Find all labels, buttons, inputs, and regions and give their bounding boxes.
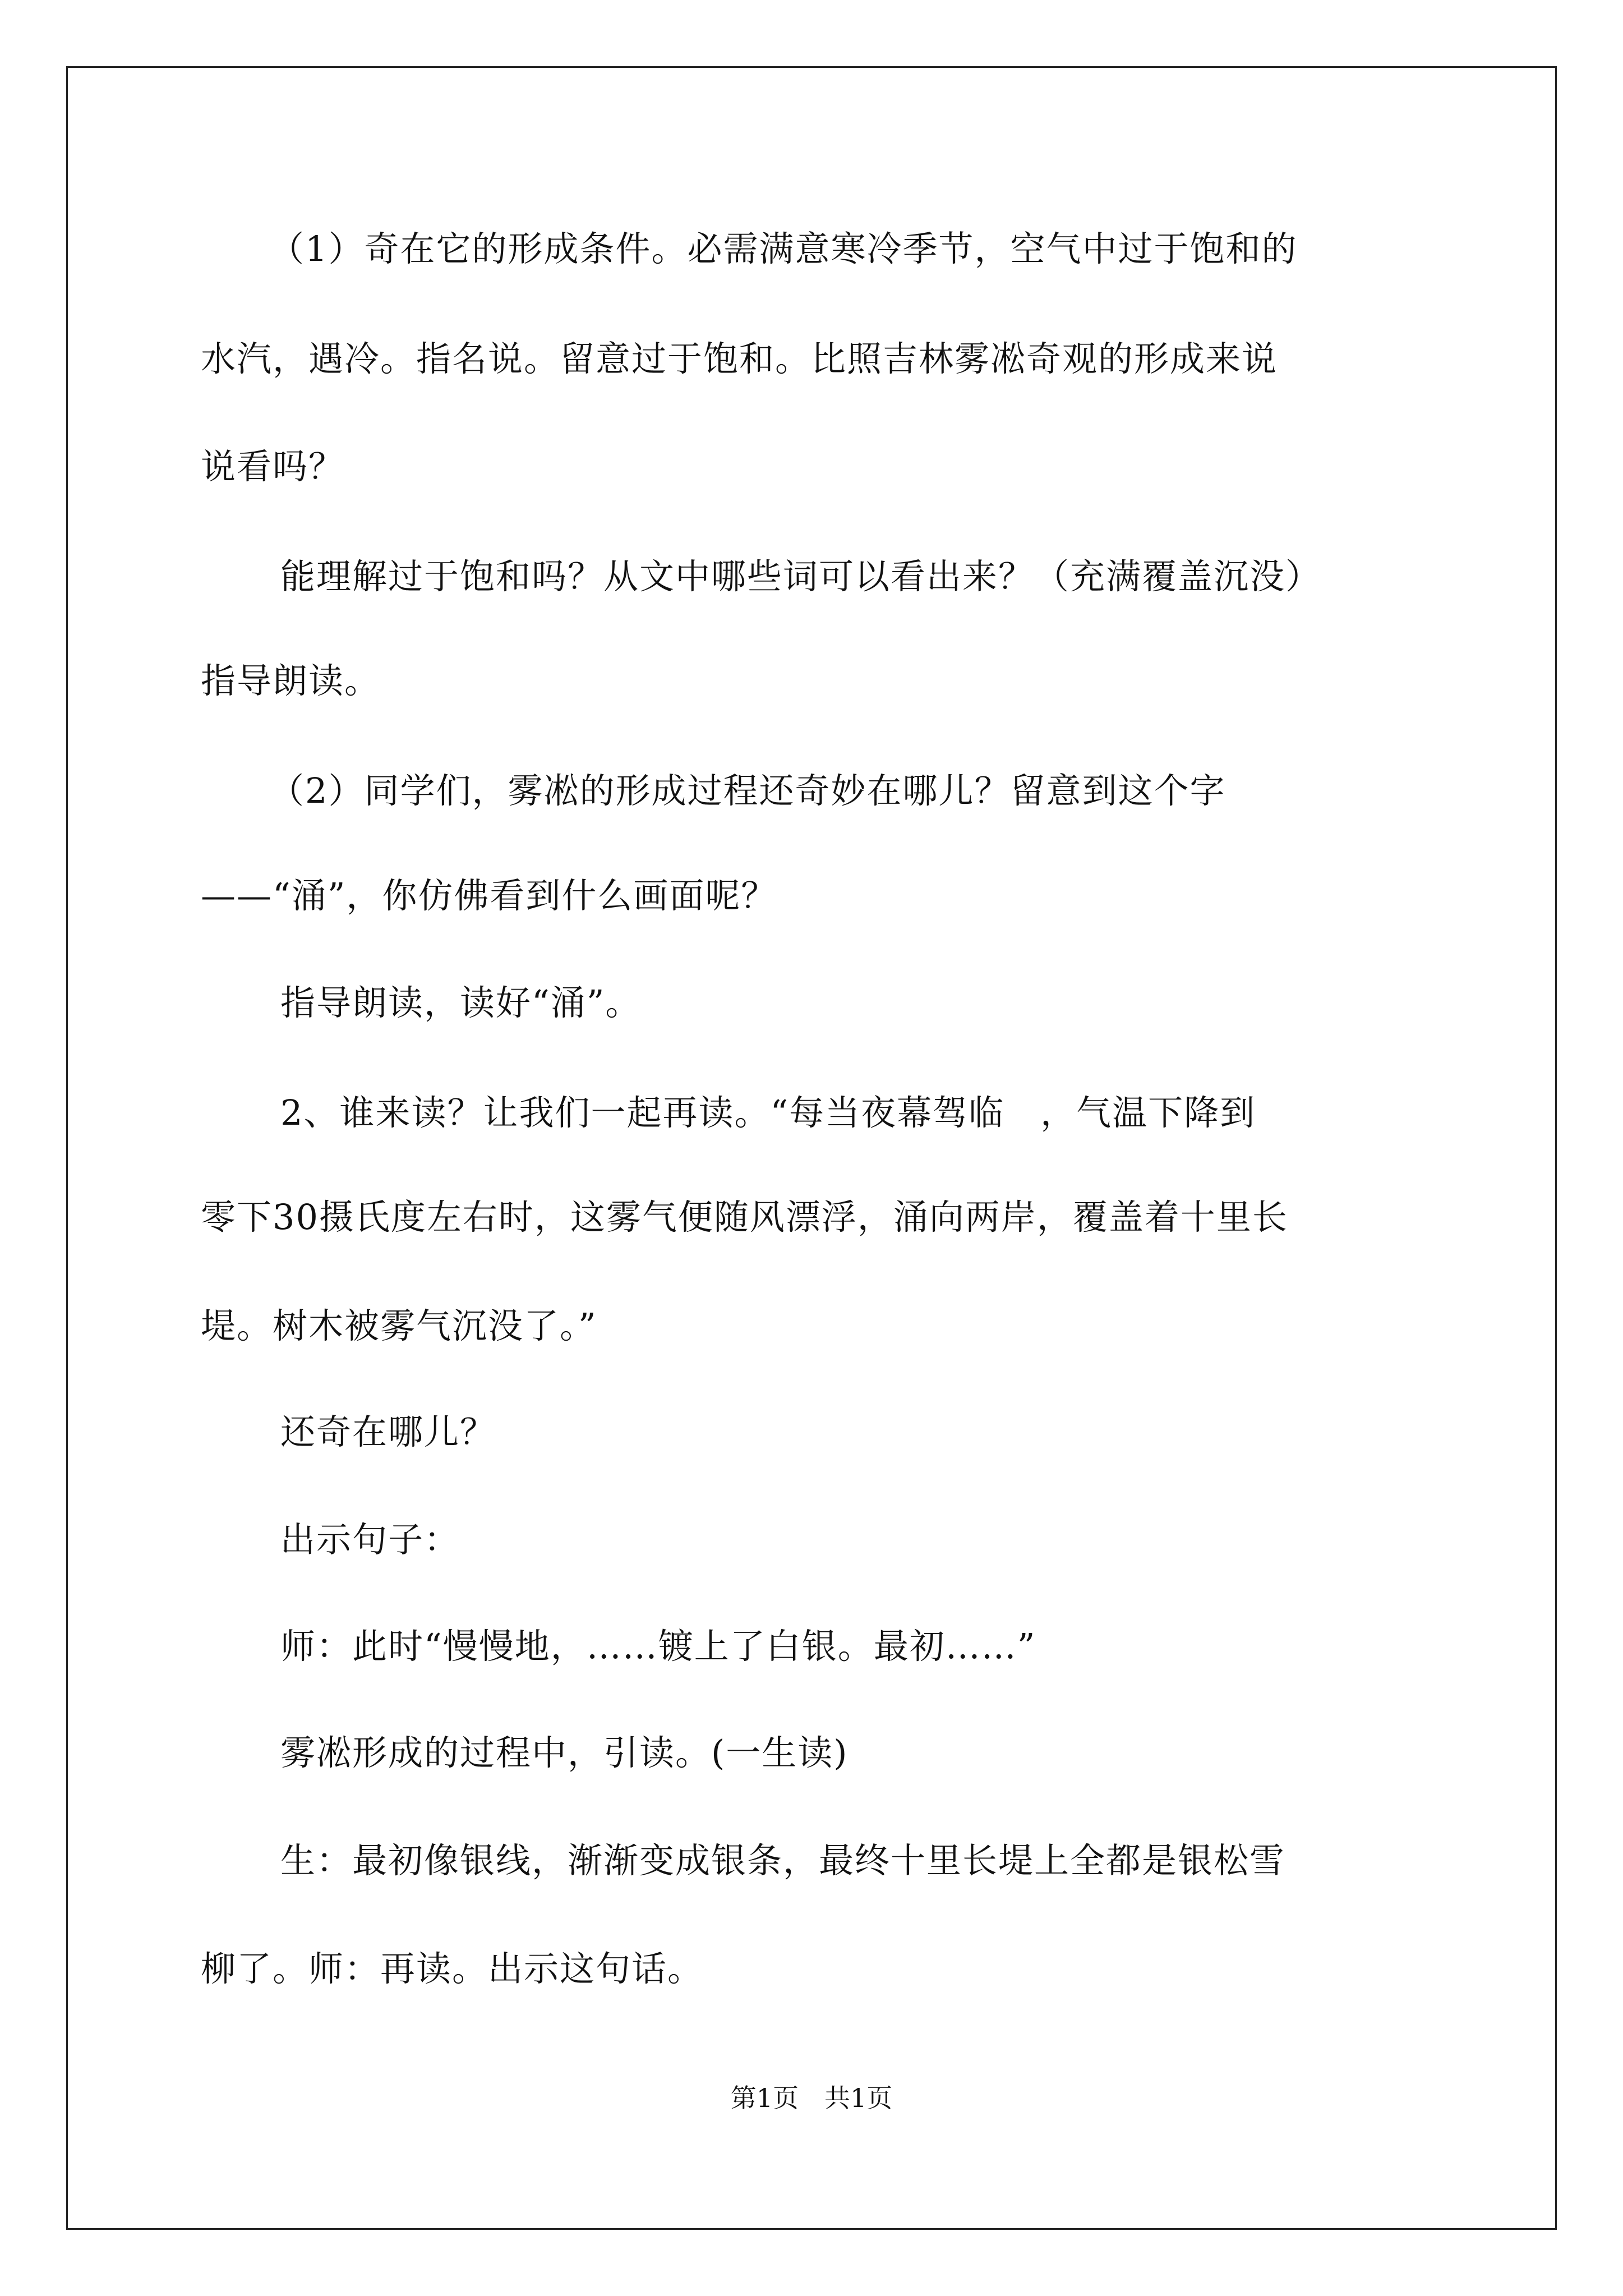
text-line-17: 柳了。师：再读。出示这句话。 xyxy=(201,1948,704,1989)
text-line-6: （2）同学们，雾凇的形成过程还奇妙在哪儿？留意到这个字 xyxy=(269,770,1226,811)
text-line-5: 指导朗读。 xyxy=(201,660,381,701)
text-line-8: 指导朗读，读好“涌”。 xyxy=(280,982,642,1023)
text-line-3: 说看吗？ xyxy=(201,446,345,487)
text-line-1: （1）奇在它的形成条件。必需满意寒冷季节，空气中过于饱和的 xyxy=(269,228,1298,269)
text-line-16: 生：最初像银线，渐渐变成银条，最终十里长堤上全都是银松雪 xyxy=(280,1840,1286,1881)
text-line-11: 堤。树木被雾气沉没了。” xyxy=(201,1305,597,1346)
text-line-10: 零下30摄氏度左右时，这雾气便随风漂浮，涌向两岸，覆盖着十里长 xyxy=(201,1197,1288,1237)
text-line-12: 还奇在哪儿？ xyxy=(280,1411,496,1452)
page-footer: 第1页 共1页 xyxy=(730,2083,893,2113)
text-line-9: 2、谁来读？让我们一起再读。“每当夜幕驾临 ，气温下降到 xyxy=(280,1092,1256,1133)
text-line-14: 师：此时“慢慢地，……镀上了白银。最初……” xyxy=(280,1626,1036,1667)
text-line-4: 能理解过于饱和吗？从文中哪些词可以看出来？（充满覆盖沉没） xyxy=(280,556,1322,597)
page-border xyxy=(66,66,1557,2230)
text-line-13: 出示句子： xyxy=(280,1519,460,1560)
text-line-15: 雾凇形成的过程中，引读。(一生读) xyxy=(280,1732,849,1773)
text-line-2: 水汽，遇冷。指名说。留意过于饱和。比照吉林雾凇奇观的形成来说 xyxy=(201,338,1278,379)
text-line-7: ——“涌”，你仿佛看到什么画面呢？ xyxy=(201,875,777,916)
